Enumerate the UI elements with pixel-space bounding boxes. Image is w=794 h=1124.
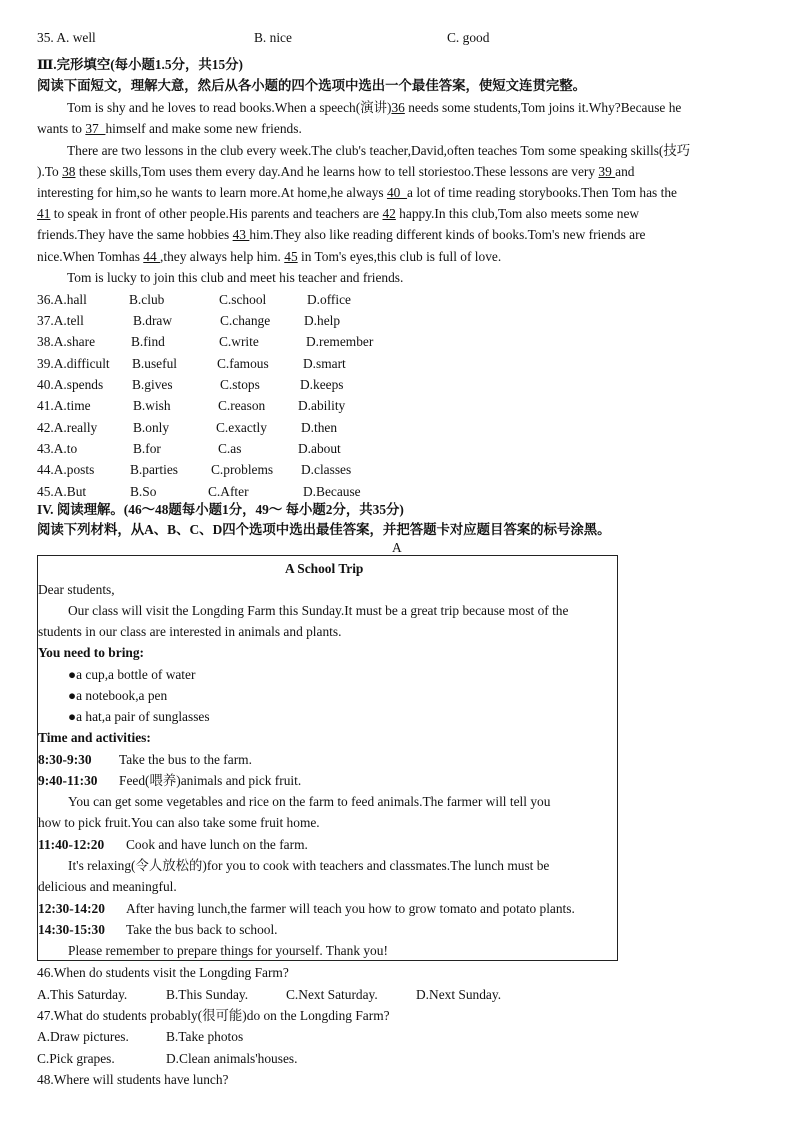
time-heading: Time and activities: — [38, 730, 151, 745]
blank-37: 37 — [85, 121, 106, 136]
passage-line: friends.They have the same hobbies 43 him.They also like reading different kinds of books.Tom's new friends are — [37, 227, 646, 242]
notice-text: how to pick fruit.You can also take some fruit home. — [38, 815, 320, 830]
blank-39: 39 — [598, 164, 616, 179]
bring-heading: You need to bring: — [38, 645, 145, 660]
section3-title: Ⅲ.完形填空(每小题1.5分，共15分) — [37, 57, 243, 72]
blank-41: 41 — [37, 206, 51, 221]
schedule-activity: Feed(喂养)animals and pick fruit. — [119, 773, 302, 788]
q46-option-b: B.This Sunday. — [166, 987, 249, 1002]
schedule-activity: Take the bus back to school. — [126, 922, 278, 937]
schedule-activity: Cook and have lunch on the farm. — [126, 837, 308, 852]
blank-42: 42 — [382, 206, 396, 221]
blank-36: 36 — [391, 100, 405, 115]
q35-option-c: C. good — [447, 30, 490, 45]
blank-44: 44 — [143, 249, 161, 264]
q47-option-b: B.Take photos — [166, 1029, 244, 1044]
reading-part-label: A — [392, 540, 402, 555]
notice-text: You can get some vegetables and rice on the farm to feed animals.The farmer will tell you — [68, 794, 551, 809]
bring-item: ●a hat,a pair of sunglasses — [68, 709, 210, 724]
section4-title: IV. 阅读理解。(46～48题每小题1分，49～ 每小题2分，共35分) — [37, 502, 404, 517]
q47-option-a: A.Draw pictures. — [37, 1029, 129, 1044]
notice-text: students in our class are interested in animals and plants. — [38, 624, 342, 639]
schedule-time: 12:30-14:20 — [38, 901, 105, 916]
schedule-time: 8:30-9:30 — [38, 752, 92, 767]
question-46: 46.When do students visit the Longding Farm? — [37, 965, 289, 980]
section3-instruction: 阅读下面短文，理解大意，然后从各小题的四个选项中选出一个最佳答案，使短文连贯完整。 — [37, 78, 587, 93]
q46-option-a: A.This Saturday. — [37, 987, 128, 1002]
blank-40: 40 — [386, 185, 408, 200]
q35-option-b: B. nice — [254, 30, 292, 45]
question-48: 48.Where will students have lunch? — [37, 1072, 229, 1087]
notice-closing: Please remember to prepare things for yourself. Thank you! — [68, 943, 388, 958]
blank-45: 45 — [284, 249, 298, 264]
passage-line: Tom is lucky to join this club and meet his teacher and friends. — [67, 270, 404, 285]
q47-option-d: D.Clean animals'houses. — [166, 1051, 298, 1066]
notice-text: It's relaxing(令人放松的)for you to cook with teachers and classmates.The lunch must be — [68, 858, 550, 873]
section4-instruction: 阅读下列材料，从A、B、C、D四个选项中选出最佳答案，并把答题卡对应题目答案的标号涂黑。 — [37, 522, 611, 537]
blank-38: 38 — [62, 164, 76, 179]
notice-title: A School Trip — [285, 561, 364, 576]
schedule-time: 11:40-12:20 — [38, 837, 105, 852]
q46-option-c: C.Next Saturday. — [286, 987, 378, 1002]
notice-text: delicious and meaningful. — [38, 879, 177, 894]
notice-text: Our class will visit the Longding Farm this Sunday.It must be a great trip because most of the — [68, 603, 569, 618]
passage-line: nice.When Tomhas 44 ,they always help him. 45 in Tom's eyes,this club is full of love. — [37, 249, 502, 264]
q46-option-d: D.Next Sunday. — [416, 987, 502, 1002]
blank-43: 43 — [232, 227, 250, 242]
bring-item: ●a cup,a bottle of water — [68, 667, 196, 682]
bring-item: ●a notebook,a pen — [68, 688, 168, 703]
passage-line: wants to 37 himself and make some new friends. — [37, 121, 302, 136]
schedule-time: 9:40-11:30 — [38, 773, 98, 788]
q35-option-a: 35. A. well — [37, 30, 96, 45]
passage-line: ).To 38 these skills,Tom uses them every day.And he learns how to tell storiestoo.These lessons are very 39 and — [37, 164, 635, 179]
schedule-activity: Take the bus to the farm. — [119, 752, 252, 767]
passage-line: There are two lessons in the club every week.The club's teacher,David,often teaches Tom some speaking skills(技巧 — [67, 143, 691, 158]
schedule-time: 14:30-15:30 — [38, 922, 105, 937]
question-47: 47.What do students probably(很可能)do on the Longding Farm? — [37, 1008, 390, 1023]
q47-option-c: C.Pick grapes. — [37, 1051, 115, 1066]
passage-line: Tom is shy and he loves to read books.When a speech(演讲)36 needs some students,Tom joins it.Why?Because he — [67, 100, 682, 115]
passage-line: 41 to speak in front of other people.His parents and teachers are 42 happy.In this club,Tom also meets some new — [37, 206, 640, 221]
passage-line: interesting for him,so he wants to learn more.At home,he always 40 a lot of time reading storybooks.Then Tom has the — [37, 185, 677, 200]
notice-greeting: Dear students, — [38, 582, 115, 597]
schedule-activity: After having lunch,the farmer will teach you how to grow tomato and potato plants. — [126, 901, 575, 916]
